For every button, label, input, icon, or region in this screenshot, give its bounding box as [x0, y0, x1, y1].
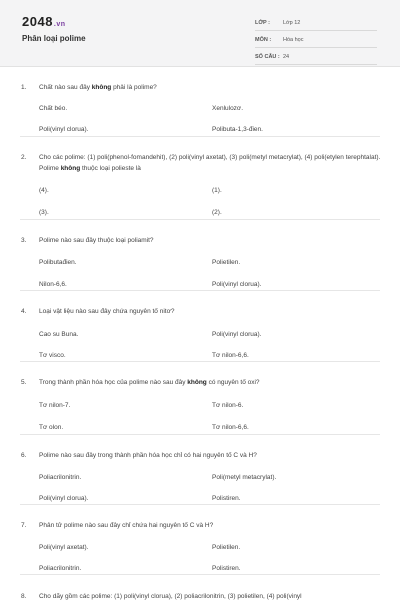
question-divider: [20, 434, 380, 435]
option-a[interactable]: Chất béo.: [39, 105, 68, 112]
meta-count-label: SỐ CÂU :: [255, 53, 280, 60]
option-c[interactable]: Tơ olon.: [39, 424, 64, 431]
question-divider: [20, 219, 380, 220]
option-c[interactable]: Tơ visco.: [39, 352, 66, 359]
meta-grade-value: Lớp 12: [283, 19, 301, 26]
option-d[interactable]: (2).: [212, 209, 222, 216]
option-c[interactable]: Nilon-6,6.: [39, 281, 67, 288]
question-number: 2.: [21, 154, 27, 161]
question-divider: [20, 290, 380, 291]
question-text: Trong thành phần hóa học của polime nào sau đây không có nguyên tố oxi?: [39, 379, 260, 386]
question-text: Polime nào sau đây thuộc loại poliamit?: [39, 237, 154, 244]
meta-grade-label: LỚP :: [255, 19, 270, 26]
question-divider: [20, 361, 380, 362]
question-divider: [20, 136, 380, 137]
option-b[interactable]: (1).: [212, 187, 222, 194]
question-text: Chất nào sau đây không phải là polime?: [39, 84, 157, 91]
option-b[interactable]: Tơ nilon-6.: [212, 402, 244, 409]
option-d[interactable]: Polistiren.: [212, 495, 241, 502]
question-text: Phân tử polime nào sau đây chỉ chứa hai nguyên tố C và H?: [39, 522, 214, 529]
question-number: 1.: [21, 84, 27, 91]
option-a[interactable]: Poli(vinyl axetat).: [39, 544, 89, 551]
question-number: 4.: [21, 308, 27, 315]
option-a[interactable]: (4).: [39, 187, 49, 194]
option-d[interactable]: Polistiren.: [212, 565, 241, 572]
worksheet-header: [0, 0, 400, 67]
worksheet-meta: [255, 15, 377, 66]
option-c[interactable]: Poli(vinyl clorua).: [39, 495, 89, 502]
question-number: 6.: [21, 452, 27, 459]
question-text: Loại vật liệu nào sau đây chứa nguyên tố nitơ?: [39, 308, 175, 315]
option-a[interactable]: Poliacrilonitrin.: [39, 474, 82, 481]
question-divider: [20, 504, 380, 505]
question-divider: [20, 574, 380, 575]
question-text: Cho các polime: (1) poli(phenol-fomandehit), (2) poli(vinyl axetat), (3) poli(metyl metacrylat), (4) poli(etylen terephtalat). Polime không thuộc loại polieste là: [39, 154, 381, 172]
option-a[interactable]: Polibutađien.: [39, 259, 77, 266]
option-d[interactable]: Poli(vinyl clorua).: [212, 281, 262, 288]
option-a[interactable]: Cao su Buna.: [39, 331, 79, 338]
option-a[interactable]: Tơ nilon-7.: [39, 402, 71, 409]
option-b[interactable]: Polietilen.: [212, 544, 241, 551]
meta-grade: [255, 15, 377, 31]
meta-count-value: 24: [283, 53, 290, 60]
logo-text: 2048: [22, 14, 53, 29]
question-text: Polime nào sau đây trong thành phần hóa học chỉ có hai nguyên tố C và H?: [39, 452, 257, 459]
question-number: 7.: [21, 522, 27, 529]
question-number: 8.: [21, 593, 27, 600]
worksheet-title: Phân loại polime: [22, 34, 86, 43]
option-d[interactable]: Tơ nilon-6,6.: [212, 424, 249, 431]
option-c[interactable]: Poli(vinyl clorua).: [39, 126, 89, 133]
option-d[interactable]: Polibuta-1,3-đien.: [212, 126, 263, 133]
meta-subject-label: MÔN :: [255, 36, 272, 43]
option-b[interactable]: Poli(metyl metacrylat).: [212, 474, 277, 481]
option-c[interactable]: (3).: [39, 209, 49, 216]
meta-subject: [255, 32, 377, 48]
logo-domain: .vn: [53, 21, 66, 28]
option-b[interactable]: Xenlulozơ.: [212, 105, 244, 112]
option-b[interactable]: Polietilen.: [212, 259, 241, 266]
meta-count: [255, 49, 377, 65]
meta-subject-value: Hóa học: [283, 36, 304, 43]
option-c[interactable]: Poliacrilonitrin.: [39, 565, 82, 572]
site-logo[interactable]: [22, 14, 66, 29]
question-number: 3.: [21, 237, 27, 244]
option-d[interactable]: Tơ nilon-6,6.: [212, 352, 249, 359]
question-number: 5.: [21, 379, 27, 386]
option-b[interactable]: Poli(vinyl clorua).: [212, 331, 262, 338]
question-text: Cho dãy gồm các polime: (1) poli(vinyl clorua), (2) poliacrilonitrin, (3) polietilen, (4) poli(vinyl: [39, 593, 302, 600]
